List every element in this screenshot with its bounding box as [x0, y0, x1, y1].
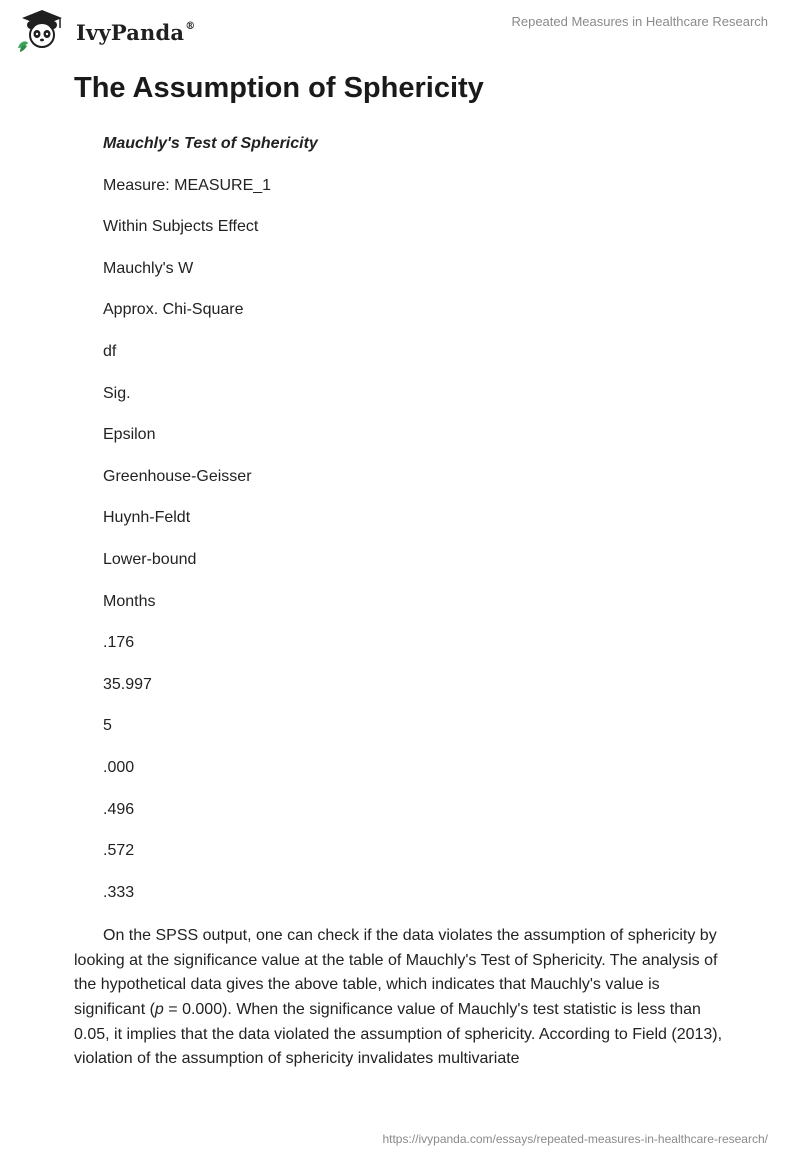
table-line: 35.997: [103, 675, 152, 693]
table-line: Lower-bound: [103, 550, 197, 568]
panda-graduate-icon: [14, 8, 72, 52]
body-paragraph: On the SPSS output, one can check if the data violates the assumption of sphericity by looking at the significance value at the table of Mauchly's Test of Sphericity. The analysis of the hypothetical data gives the above table, which indicates that Mauchly's value is significant (p = 0.000). When the significance value of Mauchly's test statistic is less than 0.05, it implies that the data violated the assumption of sphericity. According to Field (2013), violation of the assumption of sphericity invalidates multivariate: [74, 927, 723, 1068]
source-url[interactable]: https://ivypanda.com/essays/repeated-measures-in-healthcare-research/: [382, 1132, 768, 1146]
table-line: Sig.: [103, 384, 131, 402]
table-line: .572: [103, 842, 135, 860]
ivypanda-logo[interactable]: [14, 8, 195, 52]
table-line: .333: [103, 883, 135, 901]
table-line: Huynh-Feldt: [103, 509, 191, 527]
page-heading: The Assumption of Sphericity: [74, 72, 484, 104]
logo-wordmark: IvyPanda®: [76, 19, 196, 45]
table-line: Months: [103, 592, 156, 610]
table-line: Epsilon: [103, 426, 156, 444]
page-header: [0, 0, 800, 60]
document-title: Repeated Measures in Healthcare Research: [511, 14, 768, 29]
table-caption: Mauchly's Test of Sphericity: [103, 135, 318, 152]
table-line: Greenhouse-Geisser: [103, 467, 252, 485]
table-line: .176: [103, 634, 135, 652]
table-line: 5: [103, 717, 112, 735]
p-symbol: p: [154, 1001, 164, 1019]
table-line: Approx. Chi-Square: [103, 301, 244, 319]
table-line: Within Subjects Effect: [103, 218, 259, 236]
table-line: df: [103, 342, 117, 360]
table-line: .496: [103, 800, 135, 818]
table-line: .000: [103, 758, 135, 776]
article-body: [74, 134, 730, 1072]
table-line: Measure: MEASURE_1: [103, 176, 272, 194]
table-line: Mauchly's W: [103, 259, 194, 277]
